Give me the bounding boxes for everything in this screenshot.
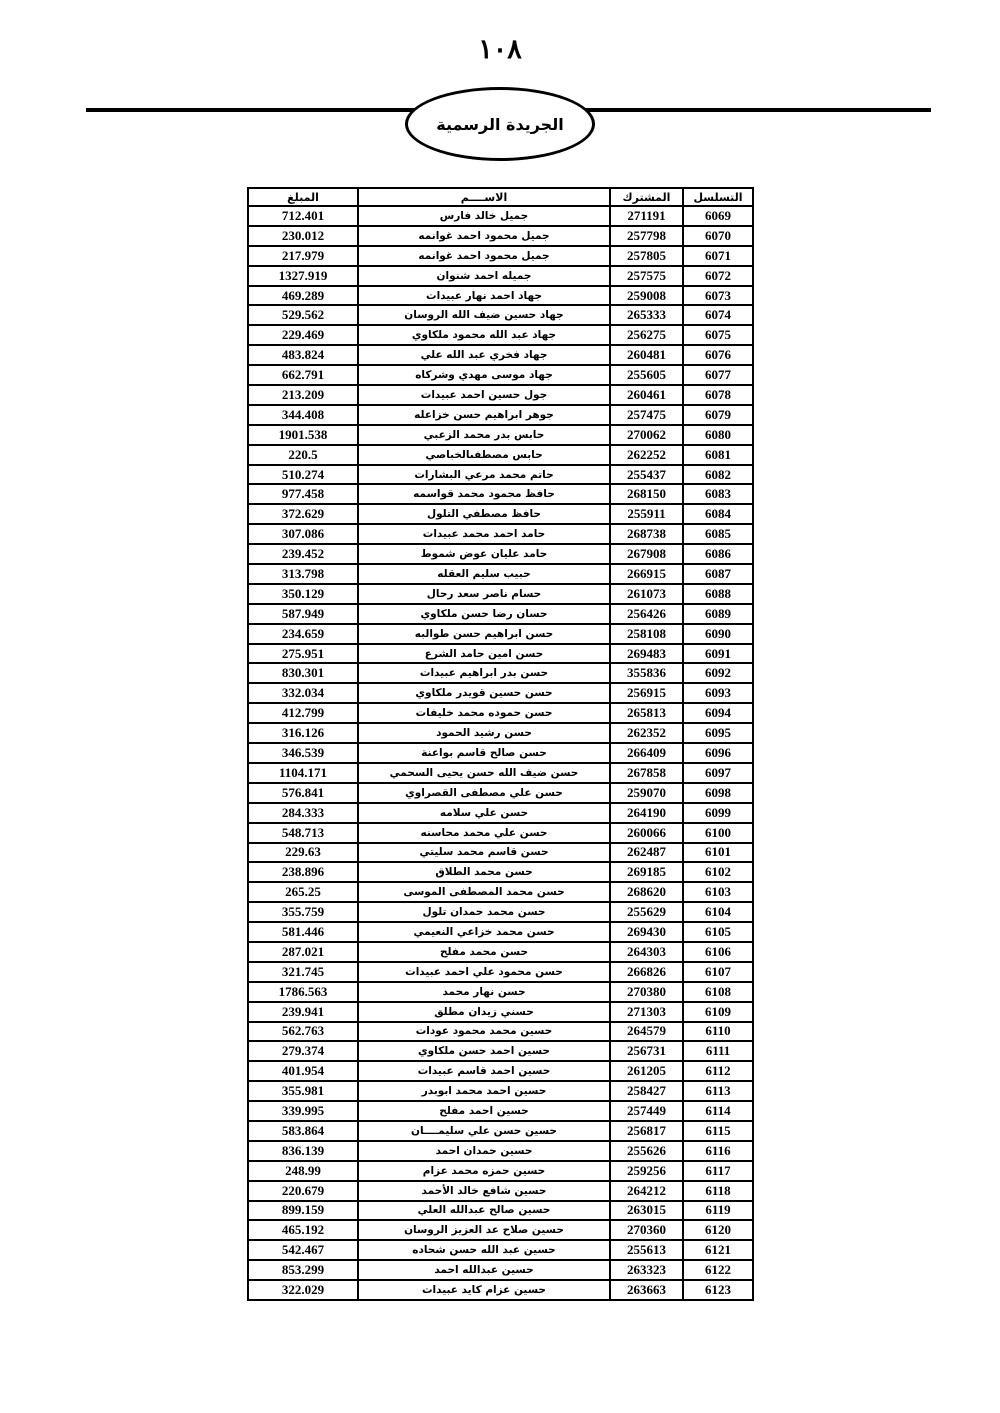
- table-row: [248, 1121, 753, 1141]
- amount-cell: 339.995: [248, 1101, 358, 1121]
- serial-cell: 6104: [683, 902, 753, 922]
- serial-cell: 6075: [683, 325, 753, 345]
- subscriber-cell: 263015: [610, 1201, 683, 1221]
- table-row: [248, 425, 753, 445]
- amount-cell: 1786.563: [248, 982, 358, 1002]
- table-row: [248, 1161, 753, 1181]
- header-subscriber: المشترك: [610, 188, 683, 206]
- serial-cell: 6117: [683, 1161, 753, 1181]
- table-row: [248, 922, 753, 942]
- amount-cell: 583.864: [248, 1121, 358, 1141]
- table-row: [248, 584, 753, 604]
- serial-cell: 6121: [683, 1240, 753, 1260]
- amount-cell: 321.745: [248, 962, 358, 982]
- table-row: [248, 305, 753, 325]
- subscriber-cell: 267908: [610, 544, 683, 564]
- subscriber-cell: 266915: [610, 564, 683, 584]
- table-row: [248, 743, 753, 763]
- subscriber-cell: 256915: [610, 683, 683, 703]
- serial-cell: 6092: [683, 663, 753, 683]
- table-row: [248, 763, 753, 783]
- amount-cell: 239.941: [248, 1002, 358, 1022]
- table-row: [248, 325, 753, 345]
- subscriber-cell: 258108: [610, 624, 683, 644]
- table-row: [248, 564, 753, 584]
- serial-cell: 6119: [683, 1201, 753, 1221]
- subscriber-cell: 263323: [610, 1260, 683, 1280]
- name-cell: حامد عليان عوض شموط: [358, 544, 610, 564]
- name-cell: حسين عبد الله حسن شحاده: [358, 1240, 610, 1260]
- table-row: [248, 504, 753, 524]
- amount-cell: 576.841: [248, 783, 358, 803]
- amount-cell: 853.299: [248, 1260, 358, 1280]
- serial-cell: 6111: [683, 1041, 753, 1061]
- table-row: [248, 1141, 753, 1161]
- serial-cell: 6080: [683, 425, 753, 445]
- table-row: [248, 345, 753, 365]
- records-table: [247, 187, 754, 1301]
- subscriber-cell: 266826: [610, 962, 683, 982]
- name-cell: حسني زيدان مطلق: [358, 1002, 610, 1022]
- serial-cell: 6071: [683, 246, 753, 266]
- name-cell: جوهر ابراهيم حسن خزاعله: [358, 405, 610, 425]
- serial-cell: 6107: [683, 962, 753, 982]
- table-row: [248, 723, 753, 743]
- amount-cell: 275.951: [248, 644, 358, 664]
- name-cell: حابس بدر محمد الزعبي: [358, 425, 610, 445]
- table-row: [248, 1240, 753, 1260]
- subscriber-cell: 268620: [610, 882, 683, 902]
- serial-cell: 6122: [683, 1260, 753, 1280]
- subscriber-cell: 259256: [610, 1161, 683, 1181]
- amount-cell: 230.012: [248, 226, 358, 246]
- subscriber-cell: 271303: [610, 1002, 683, 1022]
- amount-cell: 529.562: [248, 305, 358, 325]
- table-row: [248, 1002, 753, 1022]
- name-cell: حسن امين حامد الشرع: [358, 644, 610, 664]
- serial-cell: 6072: [683, 266, 753, 286]
- serial-cell: 6114: [683, 1101, 753, 1121]
- subscriber-cell: 270360: [610, 1220, 683, 1240]
- name-cell: حسين حمزه محمد عزام: [358, 1161, 610, 1181]
- table-row: [248, 544, 753, 564]
- table-row: [248, 902, 753, 922]
- name-cell: جميل خالد فارس: [358, 206, 610, 226]
- table-row: [248, 385, 753, 405]
- name-cell: جهاد فخري عبد الله علي: [358, 345, 610, 365]
- table-row: [248, 1022, 753, 1042]
- serial-cell: 6112: [683, 1061, 753, 1081]
- table-row: [248, 644, 753, 664]
- amount-cell: 483.824: [248, 345, 358, 365]
- amount-cell: 234.659: [248, 624, 358, 644]
- serial-cell: 6098: [683, 783, 753, 803]
- serial-cell: 6081: [683, 445, 753, 465]
- serial-cell: 6099: [683, 803, 753, 823]
- page-number: ١٠٨: [478, 34, 522, 65]
- name-cell: حسن محمد الطلاق: [358, 862, 610, 882]
- table-row: [248, 445, 753, 465]
- subscriber-cell: 355836: [610, 663, 683, 683]
- subscriber-cell: 259070: [610, 783, 683, 803]
- amount-cell: 899.159: [248, 1201, 358, 1221]
- amount-cell: 229.469: [248, 325, 358, 345]
- subscriber-cell: 255605: [610, 365, 683, 385]
- subscriber-cell: 267858: [610, 763, 683, 783]
- subscriber-cell: 257449: [610, 1101, 683, 1121]
- subscriber-cell: 268150: [610, 484, 683, 504]
- amount-cell: 213.209: [248, 385, 358, 405]
- subscriber-cell: 257575: [610, 266, 683, 286]
- amount-cell: 1327.919: [248, 266, 358, 286]
- table-row: [248, 1101, 753, 1121]
- table-row: [248, 942, 753, 962]
- subscriber-cell: 269483: [610, 644, 683, 664]
- name-cell: حسين احمد قاسم عبيدات: [358, 1061, 610, 1081]
- amount-cell: 542.467: [248, 1240, 358, 1260]
- serial-cell: 6118: [683, 1181, 753, 1201]
- subscriber-cell: 264190: [610, 803, 683, 823]
- header-title: الجريدة الرسمية: [436, 114, 564, 134]
- name-cell: جهاد موسى مهدي وشركاه: [358, 365, 610, 385]
- table-row: [248, 1201, 753, 1221]
- name-cell: حسان رضا حسن ملكاوي: [358, 604, 610, 624]
- subscriber-cell: 263663: [610, 1280, 683, 1300]
- subscriber-cell: 265333: [610, 305, 683, 325]
- serial-cell: 6105: [683, 922, 753, 942]
- name-cell: حسن محمد المصطفى الموسى: [358, 882, 610, 902]
- serial-cell: 6110: [683, 1022, 753, 1042]
- name-cell: حسين عبدالله احمد: [358, 1260, 610, 1280]
- table-row: [248, 882, 753, 902]
- amount-cell: 350.129: [248, 584, 358, 604]
- name-cell: حسين صالح عبدالله العلي: [358, 1201, 610, 1221]
- amount-cell: 977.458: [248, 484, 358, 504]
- amount-cell: 587.949: [248, 604, 358, 624]
- amount-cell: 1104.171: [248, 763, 358, 783]
- name-cell: جميل محمود احمد غوانمه: [358, 246, 610, 266]
- name-cell: حسن علي سلامه: [358, 803, 610, 823]
- amount-cell: 229.63: [248, 843, 358, 863]
- amount-cell: 581.446: [248, 922, 358, 942]
- subscriber-cell: 255626: [610, 1141, 683, 1161]
- table-row: [248, 962, 753, 982]
- serial-cell: 6069: [683, 206, 753, 226]
- table-row: [248, 823, 753, 843]
- table-body: [248, 206, 753, 1300]
- amount-cell: 248.99: [248, 1161, 358, 1181]
- table-row: [248, 465, 753, 485]
- subscriber-cell: 256817: [610, 1121, 683, 1141]
- subscriber-cell: 261205: [610, 1061, 683, 1081]
- name-cell: حسن ضيف الله حسن يحيى السحمي: [358, 763, 610, 783]
- amount-cell: 355.981: [248, 1081, 358, 1101]
- subscriber-cell: 265813: [610, 703, 683, 723]
- serial-cell: 6097: [683, 763, 753, 783]
- amount-cell: 355.759: [248, 902, 358, 922]
- name-cell: حسين عزام كايد عبيدات: [358, 1280, 610, 1300]
- name-cell: حسين شافع خالد الأحمد: [358, 1181, 610, 1201]
- name-cell: حسين صلاح عد العزيز الروسان: [358, 1220, 610, 1240]
- name-cell: حسين احمد مفلح: [358, 1101, 610, 1121]
- serial-cell: 6116: [683, 1141, 753, 1161]
- serial-cell: 6113: [683, 1081, 753, 1101]
- amount-cell: 307.086: [248, 524, 358, 544]
- amount-cell: 836.139: [248, 1141, 358, 1161]
- amount-cell: 412.799: [248, 703, 358, 723]
- subscriber-cell: 262252: [610, 445, 683, 465]
- serial-cell: 6091: [683, 644, 753, 664]
- serial-cell: 6088: [683, 584, 753, 604]
- table-row: [248, 1220, 753, 1240]
- table-row: [248, 1280, 753, 1300]
- name-cell: حسن ابراهيم حسن طوالبه: [358, 624, 610, 644]
- amount-cell: 712.401: [248, 206, 358, 226]
- name-cell: جميل محمود احمد غوانمه: [358, 226, 610, 246]
- serial-cell: 6079: [683, 405, 753, 425]
- table-row: [248, 365, 753, 385]
- subscriber-cell: 261073: [610, 584, 683, 604]
- name-cell: حسام ناصر سعد رحال: [358, 584, 610, 604]
- subscriber-cell: 266409: [610, 743, 683, 763]
- serial-cell: 6123: [683, 1280, 753, 1300]
- serial-cell: 6093: [683, 683, 753, 703]
- serial-cell: 6077: [683, 365, 753, 385]
- subscriber-cell: 270380: [610, 982, 683, 1002]
- name-cell: حسن قاسم محمد سليتي: [358, 843, 610, 863]
- table-row: [248, 286, 753, 306]
- amount-cell: 510.274: [248, 465, 358, 485]
- subscriber-cell: 256426: [610, 604, 683, 624]
- subscriber-cell: 259008: [610, 286, 683, 306]
- name-cell: جهاد احمد نهار عبيدات: [358, 286, 610, 306]
- subscriber-cell: 271191: [610, 206, 683, 226]
- table-row: [248, 624, 753, 644]
- header-name: الاســــم: [358, 188, 610, 206]
- table-row: [248, 1081, 753, 1101]
- amount-cell: 239.452: [248, 544, 358, 564]
- amount-cell: 279.374: [248, 1041, 358, 1061]
- table-row: [248, 206, 753, 226]
- subscriber-cell: 264303: [610, 942, 683, 962]
- amount-cell: 220.5: [248, 445, 358, 465]
- table-row: [248, 1260, 753, 1280]
- serial-cell: 6103: [683, 882, 753, 902]
- amount-cell: 562.763: [248, 1022, 358, 1042]
- table-row: [248, 524, 753, 544]
- table-row: [248, 405, 753, 425]
- name-cell: حبيب سليم العقله: [358, 564, 610, 584]
- amount-cell: 332.034: [248, 683, 358, 703]
- serial-cell: 6090: [683, 624, 753, 644]
- name-cell: حامد احمد محمد عبيدات: [358, 524, 610, 544]
- name-cell: جول حسين احمد عبيدات: [358, 385, 610, 405]
- serial-cell: 6082: [683, 465, 753, 485]
- table-row: [248, 226, 753, 246]
- table-row: [248, 862, 753, 882]
- serial-cell: 6073: [683, 286, 753, 306]
- serial-cell: 6115: [683, 1121, 753, 1141]
- serial-cell: 6070: [683, 226, 753, 246]
- amount-cell: 316.126: [248, 723, 358, 743]
- name-cell: حاتم محمد مرعي البشارات: [358, 465, 610, 485]
- table-row: [248, 266, 753, 286]
- serial-cell: 6084: [683, 504, 753, 524]
- amount-cell: 830.301: [248, 663, 358, 683]
- amount-cell: 322.029: [248, 1280, 358, 1300]
- name-cell: حسن محمد حمدان تلول: [358, 902, 610, 922]
- name-cell: حسن حسين قويدر ملكاوي: [358, 683, 610, 703]
- table-row: [248, 783, 753, 803]
- serial-cell: 6085: [683, 524, 753, 544]
- serial-cell: 6086: [683, 544, 753, 564]
- subscriber-cell: 269430: [610, 922, 683, 942]
- subscriber-cell: 257798: [610, 226, 683, 246]
- serial-cell: 6120: [683, 1220, 753, 1240]
- table-row: [248, 663, 753, 683]
- subscriber-cell: 262352: [610, 723, 683, 743]
- table-row: [248, 703, 753, 723]
- header-oval: [405, 87, 595, 161]
- table-row: [248, 1061, 753, 1081]
- amount-cell: 1901.538: [248, 425, 358, 445]
- table-row: [248, 1041, 753, 1061]
- subscriber-cell: 257805: [610, 246, 683, 266]
- table-row: [248, 604, 753, 624]
- subscriber-cell: 260481: [610, 345, 683, 365]
- amount-cell: 265.25: [248, 882, 358, 902]
- amount-cell: 469.289: [248, 286, 358, 306]
- serial-cell: 6102: [683, 862, 753, 882]
- name-cell: حسن بدر ابراهيم عبيدات: [358, 663, 610, 683]
- serial-cell: 6101: [683, 843, 753, 863]
- serial-cell: 6089: [683, 604, 753, 624]
- serial-cell: 6076: [683, 345, 753, 365]
- subscriber-cell: 255437: [610, 465, 683, 485]
- table-row: [248, 246, 753, 266]
- table-row: [248, 803, 753, 823]
- name-cell: حسن محمد خزاعي النعيمي: [358, 922, 610, 942]
- name-cell: حابس مصطفىالخباصي: [358, 445, 610, 465]
- subscriber-cell: 262487: [610, 843, 683, 863]
- name-cell: حافظ محمود محمد قواسمه: [358, 484, 610, 504]
- subscriber-cell: 256731: [610, 1041, 683, 1061]
- serial-cell: 6100: [683, 823, 753, 843]
- table-row: [248, 484, 753, 504]
- subscriber-cell: 268738: [610, 524, 683, 544]
- serial-cell: 6083: [683, 484, 753, 504]
- subscriber-cell: 258427: [610, 1081, 683, 1101]
- name-cell: حسن محمد مفلح: [358, 942, 610, 962]
- serial-cell: 6109: [683, 1002, 753, 1022]
- table-row: [248, 843, 753, 863]
- subscriber-cell: 269185: [610, 862, 683, 882]
- table-row: [248, 982, 753, 1002]
- name-cell: حسن محمود علي احمد عبيدات: [358, 962, 610, 982]
- amount-cell: 284.333: [248, 803, 358, 823]
- amount-cell: 217.979: [248, 246, 358, 266]
- name-cell: حسن رشيد الحمود: [358, 723, 610, 743]
- table-row: [248, 683, 753, 703]
- amount-cell: 662.791: [248, 365, 358, 385]
- serial-cell: 6087: [683, 564, 753, 584]
- name-cell: حافظ مصطفي التلول: [358, 504, 610, 524]
- serial-cell: 6096: [683, 743, 753, 763]
- amount-cell: 346.539: [248, 743, 358, 763]
- serial-cell: 6095: [683, 723, 753, 743]
- records-table-wrap: [247, 187, 752, 1301]
- serial-cell: 6074: [683, 305, 753, 325]
- name-cell: حسين احمد محمد ابوبدر: [358, 1081, 610, 1101]
- subscriber-cell: 257475: [610, 405, 683, 425]
- amount-cell: 313.798: [248, 564, 358, 584]
- subscriber-cell: 256275: [610, 325, 683, 345]
- subscriber-cell: 255911: [610, 504, 683, 524]
- subscriber-cell: 264212: [610, 1181, 683, 1201]
- amount-cell: 287.021: [248, 942, 358, 962]
- table-header-row: [248, 188, 753, 206]
- serial-cell: 6078: [683, 385, 753, 405]
- amount-cell: 344.408: [248, 405, 358, 425]
- name-cell: جهاد حسين ضيف الله الروسان: [358, 305, 610, 325]
- name-cell: حسين حمدان احمد: [358, 1141, 610, 1161]
- subscriber-cell: 255613: [610, 1240, 683, 1260]
- serial-cell: 6094: [683, 703, 753, 723]
- header-amount: المبلغ: [248, 188, 358, 206]
- name-cell: حسين محمد محمود عودات: [358, 1022, 610, 1042]
- name-cell: حسين حسن علي سليمــــان: [358, 1121, 610, 1141]
- amount-cell: 238.896: [248, 862, 358, 882]
- subscriber-cell: 264579: [610, 1022, 683, 1042]
- header-serial: التسلسل: [683, 188, 753, 206]
- table-row: [248, 1181, 753, 1201]
- subscriber-cell: 270062: [610, 425, 683, 445]
- subscriber-cell: 255629: [610, 902, 683, 922]
- amount-cell: 401.954: [248, 1061, 358, 1081]
- name-cell: حسن صالح قاسم بواعنة: [358, 743, 610, 763]
- name-cell: حسين احمد حسن ملكاوي: [358, 1041, 610, 1061]
- amount-cell: 372.629: [248, 504, 358, 524]
- name-cell: جميله احمد شنوان: [358, 266, 610, 286]
- name-cell: حسن نهار محمد: [358, 982, 610, 1002]
- subscriber-cell: 260066: [610, 823, 683, 843]
- name-cell: حسن حموده محمد خليفات: [358, 703, 610, 723]
- name-cell: جهاد عبد الله محمود ملكاوي: [358, 325, 610, 345]
- amount-cell: 548.713: [248, 823, 358, 843]
- amount-cell: 465.192: [248, 1220, 358, 1240]
- subscriber-cell: 260461: [610, 385, 683, 405]
- name-cell: حسن علي مصطفى القصراوي: [358, 783, 610, 803]
- serial-cell: 6108: [683, 982, 753, 1002]
- name-cell: حسن علي محمد محاسنه: [358, 823, 610, 843]
- serial-cell: 6106: [683, 942, 753, 962]
- amount-cell: 220.679: [248, 1181, 358, 1201]
